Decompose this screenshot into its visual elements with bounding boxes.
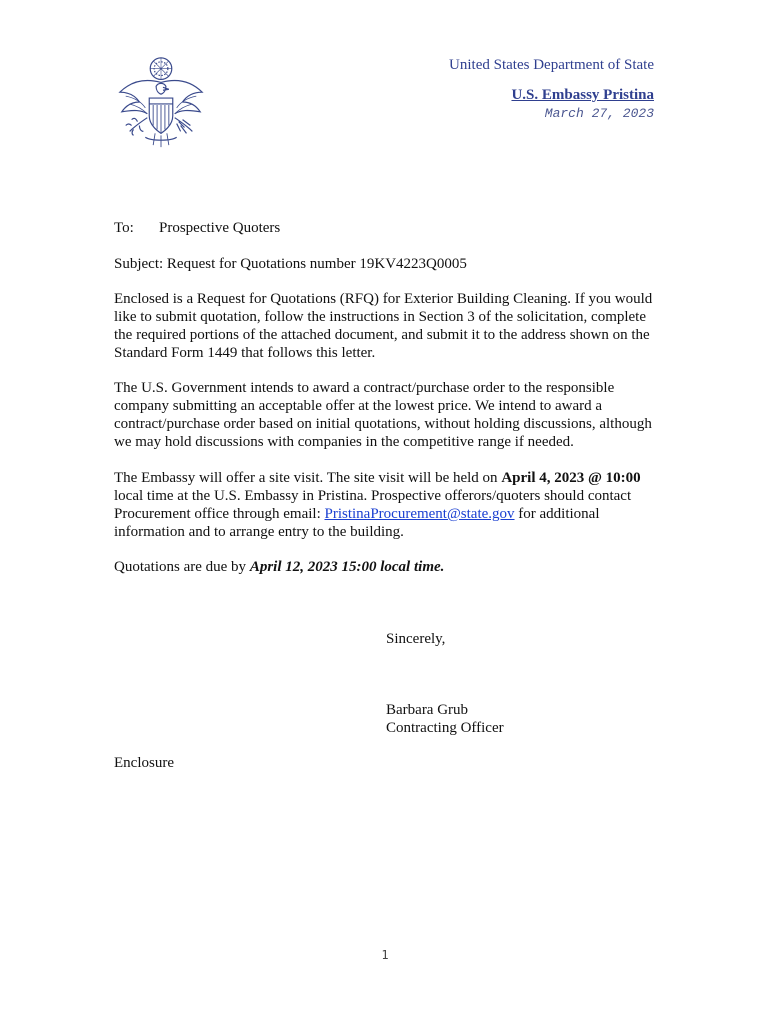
paragraph-award-intent: The U.S. Government intends to award a contract/purchase order to the responsible company submitting an acceptable offer at the lowest price. We intend to award a contract/purchase order based on initial quotations, without holding discussions, although we may hold discussions with companies in the competitive range if needed.: [114, 380, 652, 450]
paragraph-rfq-intro: Enclosed is a Request for Quotations (RFQ) for Exterior Building Cleaning. If you would like to submit quotation, follow the instructions in Section 3 of the solicitation, complete the required portions of the attached document, and submit it to the address shown on the Standard Form 1449 that follows this letter.: [114, 291, 653, 361]
site-visit-date: April 4, 2023 @ 10:00: [501, 470, 641, 486]
signer-name: Barbara Grub: [386, 702, 469, 718]
to-value: Prospective Quoters: [159, 220, 281, 236]
due-date: April 12, 2023 15:00 local time.: [249, 559, 445, 575]
quotation-due-line: [114, 558, 664, 576]
recipient-line: [114, 219, 664, 237]
site-visit-closing-text: for additional information and to arrange entry to the building.: [114, 506, 600, 540]
signer-title: Contracting Officer: [386, 720, 504, 736]
site-visit-text: The Embassy will offer a site visit. The site visit will be held on: [114, 470, 502, 486]
to-label: To:: [114, 220, 134, 236]
embassy-name: U.S. Embassy Pristina: [511, 87, 654, 103]
subject-line: Subject: Request for Quotations number 19KV4223Q0005: [114, 256, 467, 272]
letter-date: March 27, 2023: [544, 106, 654, 121]
page-number: 1: [381, 948, 389, 962]
great-seal-eagle-icon: [112, 52, 210, 152]
letterhead: [449, 57, 654, 121]
department-name: United States Department of State: [449, 57, 654, 73]
closing: Sincerely,: [386, 631, 446, 647]
signature-block: [386, 701, 504, 737]
enclosure-label: Enclosure: [114, 755, 174, 771]
due-text: Quotations are due by: [114, 559, 250, 575]
procurement-email-link[interactable]: PristinaProcurement@state.gov: [324, 506, 515, 522]
site-visit-contact-text: local time at the U.S. Embassy in Pristina. Prospective offerors/quoters should contact Procurement office through email:: [114, 488, 632, 522]
paragraph-site-visit: [114, 469, 664, 541]
